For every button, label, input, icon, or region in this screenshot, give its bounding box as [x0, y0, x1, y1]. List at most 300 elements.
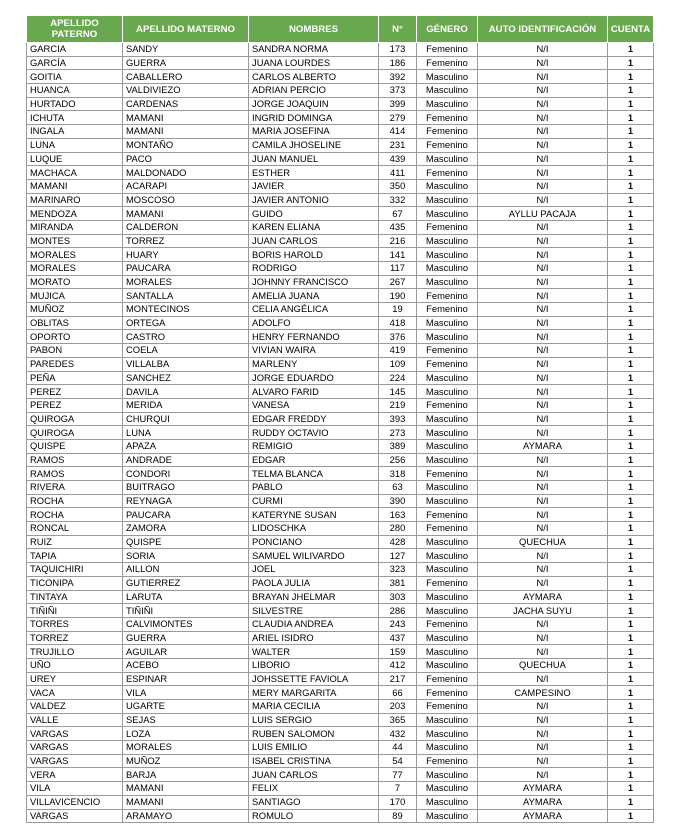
cell-numero: 437	[379, 631, 417, 645]
cell-auto-identificacion: N/I	[478, 193, 608, 207]
cell-genero: Masculino	[417, 262, 478, 276]
cell-genero: Femenino	[417, 56, 478, 70]
table-row	[27, 658, 654, 672]
cell-numero: 279	[379, 111, 417, 125]
table-row	[27, 439, 654, 453]
table-row	[27, 193, 654, 207]
cell-apellido-paterno: MUÑOZ	[27, 303, 123, 317]
cell-apellido-paterno: MORALES	[27, 248, 123, 262]
cell-apellido-materno: MAMANI	[123, 782, 249, 796]
cell-numero: 286	[379, 604, 417, 618]
cell-apellido-materno: PAUCARA	[123, 262, 249, 276]
cell-apellido-paterno: VARGAS	[27, 754, 123, 768]
cell-apellido-paterno: VACA	[27, 686, 123, 700]
cell-apellido-paterno: VARGAS	[27, 809, 123, 823]
cell-apellido-materno: MERIDA	[123, 398, 249, 412]
cell-apellido-materno: VALDIVIEZO	[123, 84, 249, 98]
cell-apellido-paterno: OBLITAS	[27, 316, 123, 330]
cell-nombres: CELIA ANGÉLICA	[249, 303, 379, 317]
cell-auto-identificacion: CAMPESINO	[478, 686, 608, 700]
cell-auto-identificacion: N/I	[478, 631, 608, 645]
cell-auto-identificacion: QUECHUA	[478, 658, 608, 672]
cell-nombres: RUBEN SALOMON	[249, 727, 379, 741]
cell-genero: Masculino	[417, 658, 478, 672]
cell-cuenta: 1	[608, 398, 654, 412]
cell-apellido-materno: HUARY	[123, 248, 249, 262]
cell-nombres: ARIEL ISIDRO	[249, 631, 379, 645]
cell-auto-identificacion: N/I	[478, 713, 608, 727]
cell-numero: 19	[379, 303, 417, 317]
cell-auto-identificacion: QUECHUA	[478, 535, 608, 549]
cell-auto-identificacion: N/I	[478, 453, 608, 467]
cell-numero: 412	[379, 658, 417, 672]
cell-genero: Masculino	[417, 371, 478, 385]
cell-auto-identificacion: N/I	[478, 56, 608, 70]
cell-cuenta: 1	[608, 727, 654, 741]
cell-cuenta: 1	[608, 316, 654, 330]
cell-genero: Masculino	[417, 453, 478, 467]
header-apellido-paterno: APELLIDO PATERNO	[27, 16, 123, 43]
cell-cuenta: 1	[608, 138, 654, 152]
cell-numero: 219	[379, 398, 417, 412]
cell-numero: 224	[379, 371, 417, 385]
table-row	[27, 357, 654, 371]
cell-auto-identificacion: N/I	[478, 275, 608, 289]
cell-cuenta: 1	[608, 125, 654, 139]
cell-cuenta: 1	[608, 700, 654, 714]
cell-numero: 117	[379, 262, 417, 276]
cell-nombres: JAVIER ANTONIO	[249, 193, 379, 207]
cell-genero: Femenino	[417, 467, 478, 481]
cell-genero: Femenino	[417, 111, 478, 125]
cell-nombres: MARIA JOSEFINA	[249, 125, 379, 139]
cell-genero: Femenino	[417, 357, 478, 371]
table-row	[27, 590, 654, 604]
cell-apellido-materno: SEJAS	[123, 713, 249, 727]
cell-apellido-materno: TORREZ	[123, 234, 249, 248]
data-table	[26, 15, 654, 823]
cell-genero: Femenino	[417, 672, 478, 686]
cell-cuenta: 1	[608, 645, 654, 659]
table-row	[27, 453, 654, 467]
cell-apellido-paterno: TICONIPA	[27, 576, 123, 590]
cell-genero: Masculino	[417, 426, 478, 440]
cell-apellido-materno: LARUTA	[123, 590, 249, 604]
cell-numero: 432	[379, 727, 417, 741]
table-row	[27, 522, 654, 536]
table-row	[27, 713, 654, 727]
table-row	[27, 645, 654, 659]
cell-genero: Masculino	[417, 494, 478, 508]
cell-numero: 273	[379, 426, 417, 440]
table-row	[27, 97, 654, 111]
cell-numero: 376	[379, 330, 417, 344]
cell-genero: Masculino	[417, 316, 478, 330]
cell-apellido-paterno: TAQUICHIRI	[27, 563, 123, 577]
cell-numero: 109	[379, 357, 417, 371]
cell-numero: 399	[379, 97, 417, 111]
cell-genero: Masculino	[417, 535, 478, 549]
cell-auto-identificacion: N/I	[478, 741, 608, 755]
cell-apellido-materno: GUTIERREZ	[123, 576, 249, 590]
cell-apellido-materno: SANCHEZ	[123, 371, 249, 385]
cell-numero: 303	[379, 590, 417, 604]
cell-apellido-paterno: RIVERA	[27, 481, 123, 495]
cell-numero: 170	[379, 795, 417, 809]
cell-apellido-paterno: PEREZ	[27, 398, 123, 412]
cell-cuenta: 1	[608, 412, 654, 426]
cell-apellido-paterno: PEREZ	[27, 385, 123, 399]
cell-cuenta: 1	[608, 576, 654, 590]
cell-apellido-materno: MOSCOSO	[123, 193, 249, 207]
cell-auto-identificacion: N/I	[478, 481, 608, 495]
cell-genero: Masculino	[417, 631, 478, 645]
cell-nombres: PAOLA JULIA	[249, 576, 379, 590]
cell-apellido-paterno: VALLE	[27, 713, 123, 727]
cell-cuenta: 1	[608, 535, 654, 549]
table-row	[27, 508, 654, 522]
cell-nombres: TELMA BLANCA	[249, 467, 379, 481]
table-row	[27, 125, 654, 139]
cell-genero: Masculino	[417, 385, 478, 399]
cell-apellido-paterno: UREY	[27, 672, 123, 686]
table-row	[27, 672, 654, 686]
cell-auto-identificacion: N/I	[478, 700, 608, 714]
table-row	[27, 179, 654, 193]
table-row	[27, 262, 654, 276]
cell-nombres: GUIDO	[249, 207, 379, 221]
cell-apellido-materno: DAVILA	[123, 385, 249, 399]
cell-genero: Masculino	[417, 330, 478, 344]
cell-apellido-materno: ACARAPI	[123, 179, 249, 193]
cell-cuenta: 1	[608, 97, 654, 111]
table-row	[27, 576, 654, 590]
cell-genero: Femenino	[417, 220, 478, 234]
cell-auto-identificacion: N/I	[478, 316, 608, 330]
cell-apellido-materno: ARAMAYO	[123, 809, 249, 823]
cell-apellido-materno: CONDORI	[123, 467, 249, 481]
cell-numero: 332	[379, 193, 417, 207]
cell-cuenta: 1	[608, 590, 654, 604]
cell-auto-identificacion: N/I	[478, 303, 608, 317]
cell-apellido-paterno: MONTES	[27, 234, 123, 248]
cell-numero: 323	[379, 563, 417, 577]
cell-apellido-materno: MORALES	[123, 275, 249, 289]
cell-apellido-materno: MAMANI	[123, 111, 249, 125]
header-apellido-materno: APELLIDO MATERNO	[123, 16, 249, 43]
cell-auto-identificacion: N/I	[478, 262, 608, 276]
cell-genero: Masculino	[417, 604, 478, 618]
cell-apellido-materno: MAMANI	[123, 125, 249, 139]
cell-apellido-paterno: QUIROGA	[27, 412, 123, 426]
table-row	[27, 344, 654, 358]
cell-numero: 419	[379, 344, 417, 358]
cell-nombres: RUDDY OCTAVIO	[249, 426, 379, 440]
table-row	[27, 248, 654, 262]
cell-genero: Femenino	[417, 508, 478, 522]
cell-cuenta: 1	[608, 713, 654, 727]
cell-cuenta: 1	[608, 604, 654, 618]
table-row	[27, 316, 654, 330]
table-row	[27, 809, 654, 823]
cell-apellido-materno: UGARTE	[123, 700, 249, 714]
cell-auto-identificacion: N/I	[478, 234, 608, 248]
cell-nombres: WALTER	[249, 645, 379, 659]
cell-cuenta: 1	[608, 549, 654, 563]
cell-cuenta: 1	[608, 248, 654, 262]
cell-numero: 63	[379, 481, 417, 495]
cell-apellido-paterno: TORRES	[27, 617, 123, 631]
cell-nombres: BRAYAN JHELMAR	[249, 590, 379, 604]
cell-cuenta: 1	[608, 56, 654, 70]
cell-numero: 439	[379, 152, 417, 166]
cell-apellido-materno: GUERRA	[123, 631, 249, 645]
cell-nombres: ROMULO	[249, 809, 379, 823]
cell-apellido-materno: CASTRO	[123, 330, 249, 344]
cell-genero: Masculino	[417, 809, 478, 823]
cell-auto-identificacion: N/I	[478, 220, 608, 234]
table-row	[27, 604, 654, 618]
cell-auto-identificacion: AYLLU PACAJA	[478, 207, 608, 221]
cell-numero: 389	[379, 439, 417, 453]
cell-auto-identificacion: AYMARA	[478, 439, 608, 453]
table-row	[27, 782, 654, 796]
cell-genero: Femenino	[417, 166, 478, 180]
cell-numero: 428	[379, 535, 417, 549]
cell-apellido-materno: SORIA	[123, 549, 249, 563]
cell-apellido-materno: MONTAÑO	[123, 138, 249, 152]
cell-apellido-materno: AILLON	[123, 563, 249, 577]
cell-apellido-paterno: PAREDES	[27, 357, 123, 371]
cell-apellido-materno: CALDERON	[123, 220, 249, 234]
cell-genero: Masculino	[417, 84, 478, 98]
table-row	[27, 481, 654, 495]
cell-apellido-materno: LOZA	[123, 727, 249, 741]
cell-nombres: KAREN ELIANA	[249, 220, 379, 234]
cell-apellido-paterno: MUJICA	[27, 289, 123, 303]
cell-cuenta: 1	[608, 439, 654, 453]
cell-apellido-materno: AGUILAR	[123, 645, 249, 659]
cell-apellido-paterno: RONCAL	[27, 522, 123, 536]
header-nombres: NOMBRES	[249, 16, 379, 43]
cell-genero: Masculino	[417, 481, 478, 495]
cell-auto-identificacion: N/I	[478, 426, 608, 440]
cell-cuenta: 1	[608, 508, 654, 522]
cell-nombres: JUAN CARLOS	[249, 234, 379, 248]
cell-genero: Masculino	[417, 234, 478, 248]
cell-apellido-materno: MALDONADO	[123, 166, 249, 180]
table-row	[27, 426, 654, 440]
cell-apellido-paterno: TORREZ	[27, 631, 123, 645]
cell-nombres: PABLO	[249, 481, 379, 495]
cell-numero: 280	[379, 522, 417, 536]
cell-nombres: VANESA	[249, 398, 379, 412]
cell-cuenta: 1	[608, 631, 654, 645]
cell-cuenta: 1	[608, 658, 654, 672]
table-row	[27, 617, 654, 631]
cell-genero: Femenino	[417, 522, 478, 536]
cell-cuenta: 1	[608, 563, 654, 577]
cell-cuenta: 1	[608, 344, 654, 358]
cell-apellido-paterno: MORALES	[27, 262, 123, 276]
cell-apellido-materno: MONTECINOS	[123, 303, 249, 317]
cell-numero: 190	[379, 289, 417, 303]
cell-cuenta: 1	[608, 467, 654, 481]
cell-numero: 216	[379, 234, 417, 248]
cell-nombres: JUAN MANUEL	[249, 152, 379, 166]
table-row	[27, 70, 654, 84]
table-row	[27, 289, 654, 303]
cell-apellido-materno: CHURQUI	[123, 412, 249, 426]
table-row	[27, 330, 654, 344]
cell-numero: 365	[379, 713, 417, 727]
cell-nombres: ALVARO FARID	[249, 385, 379, 399]
cell-auto-identificacion: AYMARA	[478, 795, 608, 809]
table-row	[27, 303, 654, 317]
cell-apellido-paterno: LUNA	[27, 138, 123, 152]
cell-cuenta: 1	[608, 70, 654, 84]
cell-auto-identificacion: N/I	[478, 385, 608, 399]
cell-genero: Femenino	[417, 700, 478, 714]
cell-genero: Masculino	[417, 179, 478, 193]
cell-cuenta: 1	[608, 481, 654, 495]
cell-apellido-paterno: OPORTO	[27, 330, 123, 344]
cell-apellido-paterno: UÑO	[27, 658, 123, 672]
cell-nombres: LUIS EMILIO	[249, 741, 379, 755]
cell-cuenta: 1	[608, 809, 654, 823]
cell-numero: 44	[379, 741, 417, 755]
cell-auto-identificacion: N/I	[478, 330, 608, 344]
cell-cuenta: 1	[608, 754, 654, 768]
cell-nombres: SILVESTRE	[249, 604, 379, 618]
cell-nombres: MARLENY	[249, 357, 379, 371]
cell-apellido-materno: ACEBO	[123, 658, 249, 672]
cell-nombres: SAMUEL WILIVARDO	[249, 549, 379, 563]
cell-apellido-paterno: MENDOZA	[27, 207, 123, 221]
table-row	[27, 754, 654, 768]
table-row	[27, 371, 654, 385]
cell-apellido-materno: CARDENAS	[123, 97, 249, 111]
cell-cuenta: 1	[608, 426, 654, 440]
cell-auto-identificacion: N/I	[478, 344, 608, 358]
cell-apellido-paterno: HUANCA	[27, 84, 123, 98]
cell-auto-identificacion: N/I	[478, 727, 608, 741]
cell-cuenta: 1	[608, 357, 654, 371]
cell-apellido-materno: SANDY	[123, 43, 249, 57]
table-row	[27, 111, 654, 125]
cell-numero: 67	[379, 207, 417, 221]
table-row	[27, 535, 654, 549]
cell-cuenta: 1	[608, 193, 654, 207]
table-row	[27, 398, 654, 412]
cell-genero: Masculino	[417, 768, 478, 782]
cell-nombres: ESTHER	[249, 166, 379, 180]
table-row	[27, 207, 654, 221]
table-row	[27, 84, 654, 98]
cell-nombres: INGRID DOMINGA	[249, 111, 379, 125]
cell-numero: 203	[379, 700, 417, 714]
cell-numero: 186	[379, 56, 417, 70]
cell-auto-identificacion: N/I	[478, 152, 608, 166]
cell-auto-identificacion: N/I	[478, 179, 608, 193]
cell-numero: 66	[379, 686, 417, 700]
cell-nombres: HENRY FERNANDO	[249, 330, 379, 344]
cell-nombres: EDGAR FREDDY	[249, 412, 379, 426]
cell-cuenta: 1	[608, 522, 654, 536]
table-row	[27, 563, 654, 577]
cell-numero: 381	[379, 576, 417, 590]
cell-auto-identificacion: N/I	[478, 563, 608, 577]
cell-genero: Femenino	[417, 754, 478, 768]
cell-genero: Masculino	[417, 439, 478, 453]
cell-numero: 163	[379, 508, 417, 522]
header-cuenta: CUENTA	[608, 16, 654, 43]
cell-nombres: REMIGIO	[249, 439, 379, 453]
table-row	[27, 700, 654, 714]
cell-auto-identificacion: N/I	[478, 84, 608, 98]
cell-nombres: RODRIGO	[249, 262, 379, 276]
header-genero: GÉNERO	[417, 16, 478, 43]
cell-cuenta: 1	[608, 672, 654, 686]
cell-cuenta: 1	[608, 303, 654, 317]
cell-auto-identificacion: N/I	[478, 371, 608, 385]
cell-apellido-paterno: VILA	[27, 782, 123, 796]
cell-apellido-paterno: VARGAS	[27, 741, 123, 755]
cell-nombres: MERY MARGARITA	[249, 686, 379, 700]
cell-auto-identificacion: N/I	[478, 645, 608, 659]
cell-apellido-paterno: TAPIA	[27, 549, 123, 563]
cell-apellido-paterno: VILLAVICENCIO	[27, 795, 123, 809]
cell-auto-identificacion: N/I	[478, 111, 608, 125]
cell-apellido-materno: VILA	[123, 686, 249, 700]
cell-auto-identificacion: N/I	[478, 508, 608, 522]
cell-nombres: SANTIAGO	[249, 795, 379, 809]
table-row	[27, 727, 654, 741]
cell-apellido-materno: ESPINAR	[123, 672, 249, 686]
cell-genero: Femenino	[417, 289, 478, 303]
cell-cuenta: 1	[608, 43, 654, 57]
cell-apellido-paterno: MORATO	[27, 275, 123, 289]
cell-apellido-paterno: GARCIA	[27, 43, 123, 57]
cell-numero: 54	[379, 754, 417, 768]
cell-cuenta: 1	[608, 686, 654, 700]
cell-apellido-materno: SANTALLA	[123, 289, 249, 303]
cell-auto-identificacion: N/I	[478, 576, 608, 590]
cell-apellido-paterno: VARGAS	[27, 727, 123, 741]
table-row	[27, 234, 654, 248]
cell-genero: Femenino	[417, 576, 478, 590]
cell-nombres: VIVIAN WAIRA	[249, 344, 379, 358]
cell-genero: Masculino	[417, 563, 478, 577]
cell-nombres: JAVIER	[249, 179, 379, 193]
cell-nombres: SANDRA NORMA	[249, 43, 379, 57]
cell-apellido-paterno: QUISPE	[27, 439, 123, 453]
cell-genero: Femenino	[417, 398, 478, 412]
cell-numero: 127	[379, 549, 417, 563]
table-row	[27, 549, 654, 563]
cell-apellido-materno: ZAMORA	[123, 522, 249, 536]
cell-cuenta: 1	[608, 220, 654, 234]
cell-apellido-paterno: MAMANI	[27, 179, 123, 193]
cell-cuenta: 1	[608, 275, 654, 289]
cell-genero: Masculino	[417, 713, 478, 727]
table-row	[27, 768, 654, 782]
table-row	[27, 741, 654, 755]
cell-apellido-paterno: RAMOS	[27, 467, 123, 481]
cell-nombres: CARLOS ALBERTO	[249, 70, 379, 84]
cell-auto-identificacion: N/I	[478, 549, 608, 563]
cell-apellido-materno: PAUCARA	[123, 508, 249, 522]
